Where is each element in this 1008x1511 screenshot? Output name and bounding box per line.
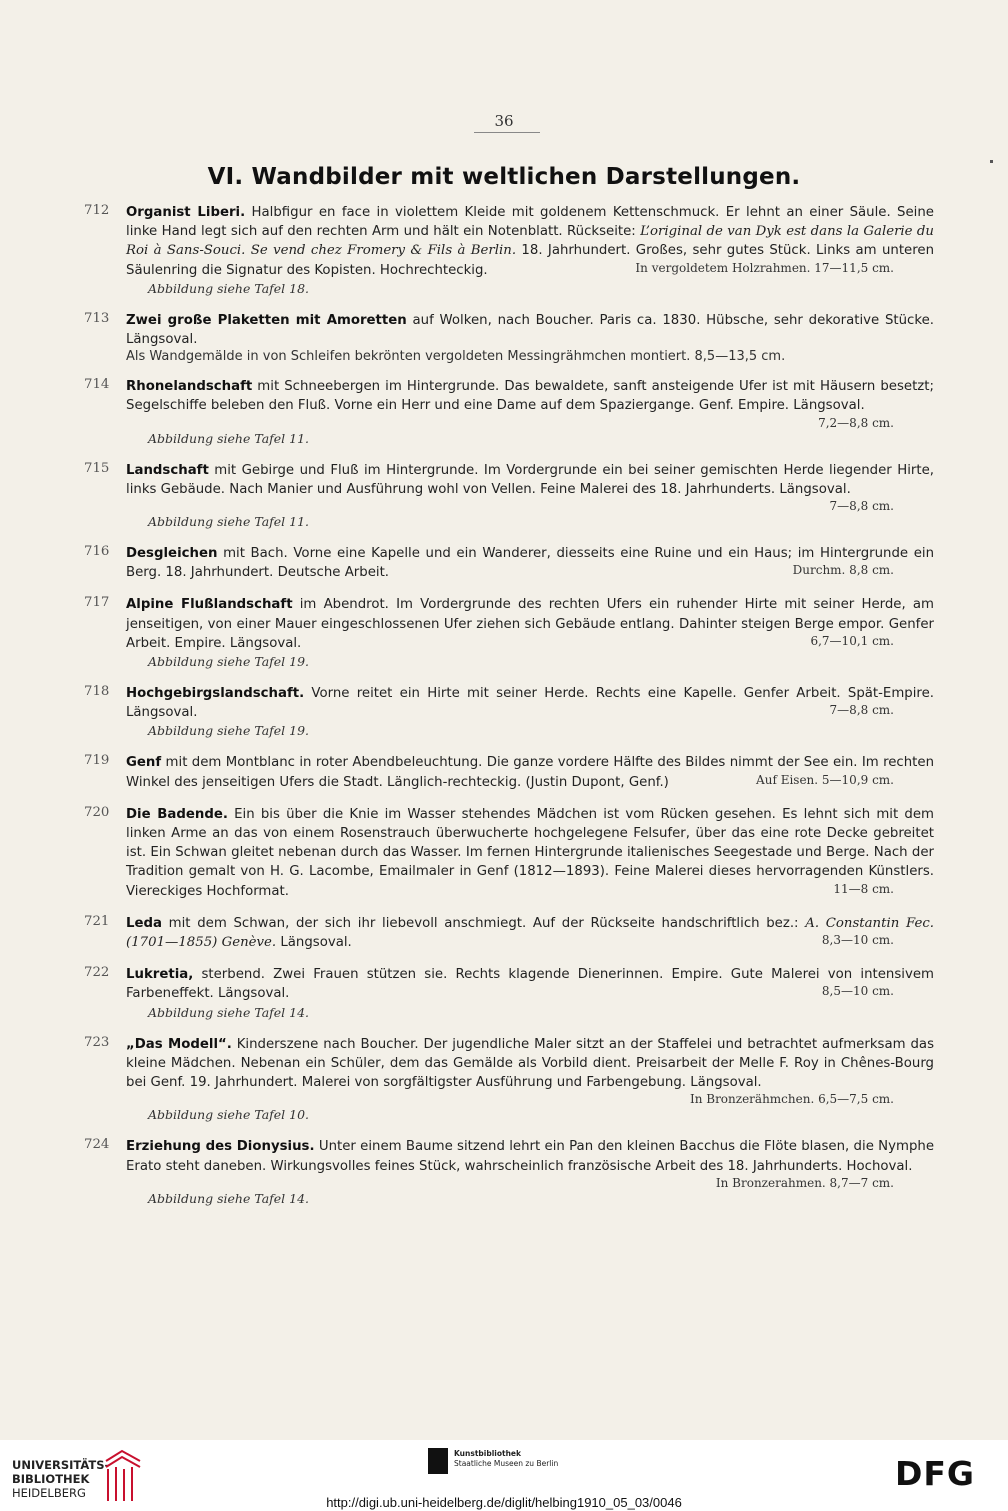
catalogue-entry	[0, 1137, 1008, 1207]
catalogue-entry	[0, 203, 1008, 298]
entry-text: mit Schneebergen im Hintergrunde. Das bewaldete, sanft ansteigende Ufer ist mit Häusern besetzt; Segelschiffe beleben den Fluß. Vorne ein Herr und eine Dame auf dem Spaziergange. Genf. Empire. Längsoval.	[126, 379, 934, 414]
entry-heading: Alpine Flußlandschaft	[126, 597, 293, 613]
catalogue-entry	[0, 461, 1008, 531]
entry-text: sterbend. Zwei Frauen stützen sie. Rechts klagende Dienerinnen. Empire. Gute Malerei von intensivem Farbeneffekt. Längsoval.	[126, 967, 934, 1002]
entry-inscription: A. Constantin Fec. (1701—1855) Genève.	[126, 915, 934, 951]
entry-measurement: 8,3—10 cm.	[821, 933, 894, 948]
entry-text: mit Bach. Vorne eine Kapelle und ein Wanderer, diesseits eine Ruine und ein Haus; im Hintergrunde ein Berg. 18. Jahrhundert. Deutsche Arbeit.	[126, 546, 934, 581]
kunstbibliothek-text[interactable]	[454, 1449, 558, 1469]
kb-line-1: Kunstbibliothek	[454, 1449, 522, 1458]
scan-mark	[990, 160, 993, 163]
entry-heading: Hochgebirgslandschaft.	[126, 686, 305, 702]
entry-measurement: In Bronzerähmchen. 6,5—7,5 cm.	[689, 1092, 894, 1107]
entry-text: Kinderszene nach Boucher. Der jugendliche Maler sitzt an der Staffelei und betrachtet aufmerksam das kleine Mädchen. Nebenan ein Schüler, dem das Gemälde als Vorbild dient. Preisarbeit der Melle F. Roy in Chênes-Bourg bei Genf. 19. Jahrhundert. Malerei von sorgfältigster Ausführung und Farbengebung. Längsoval.	[126, 1036, 934, 1091]
entry-text-continued: Längsoval.	[276, 935, 352, 951]
catalogue-entry	[0, 311, 1008, 364]
ub-line-2: BIBLIOTHEK	[12, 1472, 90, 1486]
catalogue-entry	[0, 1035, 1008, 1125]
entry-measurement: 8,5—10 cm.	[821, 984, 894, 999]
entry-measurement: 7,2—8,8 cm.	[818, 415, 894, 430]
permalink-url[interactable]: http://digi.ub.uni-heidelberg.de/diglit/helbing1910_05_03/0046	[326, 1495, 682, 1510]
catalogue-entry	[0, 377, 1008, 447]
entry-text: im Abendrot. Im Vordergrunde des rechten Ufers ein ruhender Hirte mit seiner Herde, am jenseitigen, von einer Mauer eingeschlossenen Ufer ziehen sich Gebäude entlang. Dahinter steigen Berge empor. Genfer Arbeit. Empire. Längsoval.	[126, 597, 934, 651]
entry-number: 720	[84, 804, 110, 820]
entry-heading: Rhonelandschaft	[126, 379, 253, 395]
entry-plate-reference: Abbildung siehe Tafel 18.	[148, 280, 310, 296]
entry-mounting-note: Als Wandgemälde in von Schleifen bekrönten vergoldeten Messingrähmchen montiert. 8,5—13,5 cm.	[126, 349, 786, 365]
catalogue-entries	[0, 203, 1008, 1221]
entry-inscription: L’original de van Dyk est dans la Galerie du Roi à Sans-Souci. Se vend chez Fromery & Fils à Berlin.	[126, 224, 934, 259]
entry-number: 716	[84, 544, 110, 560]
entry-number: 713	[84, 310, 110, 326]
dfg-logo[interactable]: DFG	[895, 1454, 976, 1493]
entry-heading: Lukretia,	[126, 967, 194, 983]
entry-heading: Desgleichen	[126, 546, 218, 562]
ub-line-1: UNIVERSITÄTS-	[12, 1458, 110, 1472]
entry-heading: Zwei große Plaketten mit Amoretten	[126, 312, 407, 328]
entry-number: 717	[84, 595, 110, 611]
entry-measurement: In Bronzerahmen. 8,7—7 cm.	[715, 1175, 894, 1190]
entry-heading: Genf	[126, 755, 162, 771]
catalogue-entry	[0, 595, 1008, 671]
entry-text: Ein bis über die Knie im Wasser stehendes Mädchen ist vom Rücken gesehen. Es lehnt sich mit dem linken Arme an das von einem Rosenstrauch überwucherte hochgelegene Felsufer, über das eine rote Decke gebreitet ist. Ein Schwan gleitet nebenan durch das Wasser. Im fernen Hintergrunde italienisches Seegestade und Berge. Nach der Tradition gemalt von H. G. Lacombe, Emailmaler in Genf (1812—1893). Feine Malerei dieses hervorragenden Künstlers. Viereckiges Hochformat.	[126, 806, 934, 899]
entry-heading: Leda	[126, 915, 162, 931]
entry-plate-reference: Abbildung siehe Tafel 11.	[148, 430, 310, 446]
entry-heading: Organist Liberi.	[126, 205, 246, 220]
entry-heading: „Das Modell“.	[126, 1036, 232, 1052]
entry-text: mit Gebirge und Fluß im Hintergrunde. Im Vordergrunde ein bei seiner gemischten Herde liegender Hirte, links Gebäude. Nach Manier und Ausführung wohl von Vellen. Feine Malerei des 18. Jahrhunderts. Längsoval.	[126, 462, 934, 497]
entry-measurement: 7—8,8 cm.	[829, 499, 894, 514]
catalogue-entry	[0, 965, 1008, 1021]
entry-text: Vorne reitet ein Hirte mit seiner Herde. Rechts eine Kapelle. Genfer Arbeit. Spät-Empire. Längsoval.	[126, 686, 934, 721]
entry-plate-reference: Abbildung siehe Tafel 19.	[148, 654, 310, 670]
kunstbibliothek-logo-icon	[428, 1448, 448, 1474]
entry-number: 712	[84, 203, 110, 218]
entry-number: 723	[84, 1034, 110, 1050]
catalogue-entry	[0, 544, 1008, 582]
entry-plate-reference: Abbildung siehe Tafel 10.	[148, 1107, 310, 1123]
entry-heading: Erziehung des Dionysius.	[126, 1139, 315, 1155]
section-title: VI. Wandbilder mit weltlichen Darstellungen.	[207, 164, 801, 190]
entry-measurement: 6,7—10,1 cm.	[810, 633, 894, 648]
entry-measurement: 11—8 cm.	[833, 881, 894, 896]
kb-line-2: Staatliche Museen zu Berlin	[454, 1459, 559, 1468]
entry-number: 724	[84, 1137, 110, 1153]
catalogue-entry	[0, 805, 1008, 901]
entry-heading: Die Badende.	[126, 806, 228, 822]
entry-number: 715	[84, 460, 110, 476]
page-number: 36	[494, 112, 514, 130]
entry-number: 714	[84, 377, 110, 393]
entry-measurement: In vergoldetem Holzrahmen. 17—11,5 cm.	[635, 260, 894, 275]
entry-text: Halbfigur en face in violettem Kleide mit goldenem Kettenschmuck. Er lehnt an einer Säule. Seine linke Hand legt sich auf den rechten Arm und hält ein Notenblatt. Rückseite:	[126, 205, 934, 240]
entry-number: 719	[84, 753, 110, 769]
entry-text-continued: 18. Jahrhundert. Großes, sehr gutes Stück. Links am unteren Säulenring die Signatur des Kopisten. Hochrechteckig.	[126, 243, 934, 278]
entry-number: 721	[84, 913, 110, 929]
entry-number: 718	[84, 684, 110, 700]
entry-measurement: Durchm. 8,8 cm.	[792, 563, 894, 578]
entry-measurement: 7—8,8 cm.	[829, 703, 894, 718]
entry-heading: Landschaft	[126, 462, 209, 478]
entry-text: auf Wolken, nach Boucher. Paris ca. 1830. Hübsche, sehr dekorative Stücke. Längsoval.	[126, 312, 934, 348]
entry-plate-reference: Abbildung siehe Tafel 14.	[148, 1004, 310, 1020]
entry-text: Unter einem Baume sitzend lehrt ein Pan den kleinen Bacchus die Flöte blasen, die Nymphe Erato steht daneben. Wirkungsvolles feines Stück, wahrscheinlich französische Arbeit des 18. Jahrhunderts. Hochoval.	[126, 1139, 934, 1174]
entry-plate-reference: Abbildung siehe Tafel 11.	[148, 514, 310, 530]
ub-heidelberg-logo-text[interactable]	[12, 1458, 109, 1500]
entry-plate-reference: Abbildung siehe Tafel 19.	[148, 723, 310, 739]
catalogue-entry	[0, 914, 1008, 952]
entry-text: mit dem Montblanc in roter Abendbeleuchtung. Die ganze vordere Hälfte des Bildes nimmt der See ein. Im rechten Winkel des jenseitigen Ufers die Stadt. Länglich-rechteckig. (Justin Dupont, Genf.)	[126, 755, 934, 790]
entry-plate-reference: Abbildung siehe Tafel 14.	[148, 1190, 310, 1206]
entry-measurement: Auf Eisen. 5—10,9 cm.	[756, 772, 894, 787]
entry-text: mit dem Schwan, der sich ihr liebevoll anschmiegt. Auf der Rückseite handschriftlich bez.:	[161, 915, 806, 931]
entry-number: 722	[84, 965, 110, 981]
catalogue-entry	[0, 684, 1008, 740]
catalogue-entry	[0, 753, 1008, 791]
ub-line-3: HEIDELBERG	[12, 1486, 86, 1500]
page-number-rule	[474, 132, 540, 133]
